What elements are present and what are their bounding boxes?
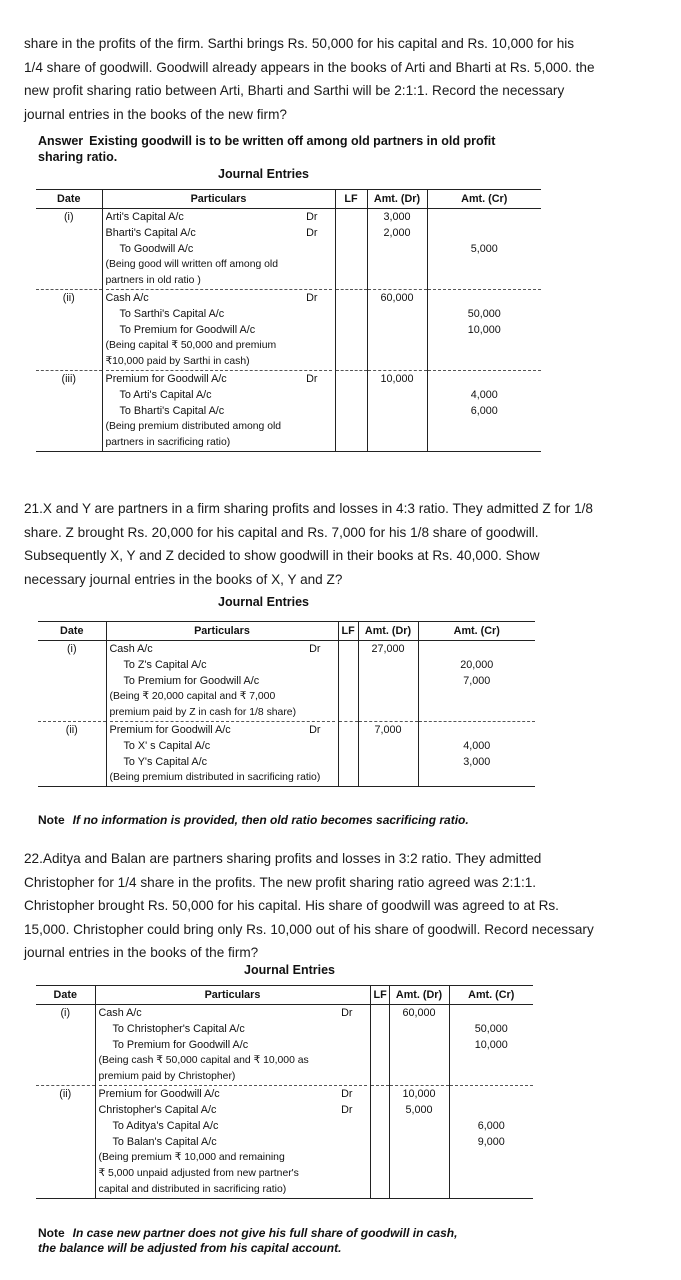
credit-amount: 6,000	[477, 1120, 505, 1132]
col-header-cr: Amt. (Cr)	[427, 190, 541, 209]
account-credit-line: To Premium for Goodwill A/c	[123, 675, 260, 687]
col-header-date: Date	[38, 622, 106, 641]
debit-amount	[390, 1182, 449, 1198]
entry-number: (ii)	[36, 1085, 95, 1102]
entry-number: (ii)	[38, 721, 106, 738]
credit-amount: 20,000	[460, 659, 494, 671]
account-credit-line: To Goodwill A/c	[119, 243, 194, 255]
credit-amount	[428, 338, 542, 354]
account-credit-line: To Y's Capital A/c	[123, 756, 207, 768]
account-debit-line	[99, 1005, 367, 1021]
question-21	[24, 497, 664, 591]
debit-amount	[390, 1069, 449, 1085]
debit-amount: 27,000	[371, 643, 405, 655]
note-1	[38, 813, 469, 828]
debit-amount: 7,000	[359, 721, 418, 738]
lf-cell	[371, 1005, 389, 1021]
debit-amount	[368, 387, 427, 403]
narration-line: partners in old ratio )	[105, 275, 201, 286]
journal-entry	[36, 209, 541, 290]
q21-line: necessary journal entries in the books of X, Y and Z?	[24, 571, 343, 587]
dr-marker: Dr	[306, 292, 318, 304]
debit-amount	[390, 1037, 449, 1053]
credit-amount	[450, 1005, 534, 1021]
credit-amount	[419, 721, 536, 738]
credit-amount	[419, 689, 536, 705]
lf-cell	[339, 689, 358, 705]
credit-amount	[428, 289, 542, 306]
entry-number: (i)	[60, 1007, 71, 1019]
lf-cell	[336, 306, 367, 322]
lf-cell	[336, 387, 367, 403]
note-text-2: the balance will be adjusted from his capital account.	[38, 1241, 342, 1255]
credit-amount	[428, 419, 542, 435]
intro-line: share in the profits of the firm. Sarthi brings Rs. 50,000 for his capital and Rs. 10,000 for his	[24, 36, 575, 51]
lf-cell	[336, 403, 367, 419]
credit-amount: 10,000	[474, 1039, 508, 1051]
account-credit-line: To Premium for Goodwill A/c	[112, 1039, 249, 1051]
account-credit-line: To Premium for Goodwill A/c	[119, 324, 256, 336]
account-debit-line	[106, 209, 332, 225]
entry-number: (iii)	[36, 370, 102, 387]
credit-amount	[428, 209, 542, 225]
credit-amount	[450, 1150, 534, 1166]
q22-line: 15,000. Christopher could bring only Rs. 10,000 out of his share of goodwill. Record necessary	[24, 921, 594, 937]
q21-line: share. Z brought Rs. 20,000 for his capital and Rs. 7,000 for his 1/8 share of goodwill.	[24, 524, 539, 540]
intro-paragraph	[24, 32, 664, 126]
dr-marker: Dr	[341, 1104, 353, 1116]
question-22	[24, 847, 664, 965]
lf-cell	[339, 770, 358, 786]
entry-number: (i)	[63, 211, 74, 223]
debit-amount	[368, 435, 427, 451]
credit-amount: 50,000	[467, 308, 501, 320]
journal-entry	[38, 641, 535, 722]
account-credit-line: To X' s Capital A/c	[123, 740, 211, 752]
credit-amount	[450, 1085, 534, 1102]
narration-line: (Being premium distributed in sacrificing ratio)	[109, 772, 321, 783]
account-debit-line	[106, 289, 332, 306]
col-header-cr: Amt. (Cr)	[418, 622, 535, 641]
narration-line: (Being premium ₹ 10,000 and remaining	[98, 1152, 285, 1163]
account-credit-line: To Aditya's Capital A/c	[112, 1120, 219, 1132]
lf-cell	[371, 1037, 389, 1053]
debit-amount	[368, 306, 427, 322]
debit-amount	[390, 1150, 449, 1166]
debit-amount: 60,000	[368, 289, 427, 306]
journal-entry	[36, 1085, 533, 1199]
account-debit-line	[99, 1102, 367, 1118]
debit-amount	[359, 689, 418, 705]
debit-amount	[368, 241, 427, 257]
narration-line: ₹10,000 paid by Sarthi in cash)	[105, 356, 250, 367]
lf-cell	[336, 354, 367, 370]
credit-amount: 10,000	[467, 324, 501, 336]
debit-amount	[359, 770, 418, 786]
answer-label: Answer	[38, 134, 84, 148]
intro-line: 1/4 share of goodwill. Goodwill already appears in the books of Arti and Bharti at Rs. 5,000. the	[24, 59, 595, 75]
credit-amount	[419, 705, 536, 721]
credit-amount: 3,000	[463, 756, 491, 768]
debit-amount	[368, 322, 427, 338]
lf-cell	[339, 754, 358, 770]
lf-cell	[371, 1118, 389, 1134]
credit-amount: 4,000	[463, 740, 491, 752]
intro-line: journal entries in the books of the new firm?	[24, 106, 287, 122]
col-header-lf: LF	[370, 986, 389, 1005]
account-debit-line	[106, 370, 332, 387]
lf-cell	[336, 273, 367, 289]
journal-title-1: Journal Entries	[218, 167, 309, 181]
answer-block	[38, 133, 495, 165]
credit-amount	[419, 770, 536, 786]
col-header-date: Date	[36, 986, 95, 1005]
credit-amount	[450, 1102, 534, 1118]
credit-amount: 4,000	[470, 389, 498, 401]
lf-cell	[339, 657, 358, 673]
journal-header-row	[36, 190, 541, 209]
account-name: Arti's Capital A/c	[105, 211, 184, 223]
lf-cell	[336, 225, 367, 241]
col-header-particulars: Particulars	[106, 622, 338, 641]
lf-cell	[339, 705, 358, 721]
credit-amount	[428, 370, 542, 387]
credit-amount: 50,000	[474, 1023, 508, 1035]
narration-line: (Being ₹ 20,000 capital and ₹ 7,000	[109, 691, 276, 702]
debit-amount: 3,000	[383, 211, 411, 223]
account-name: Cash A/c	[98, 1007, 142, 1019]
credit-amount	[428, 354, 542, 370]
col-header-particulars: Particulars	[102, 190, 335, 209]
lf-cell	[371, 1150, 389, 1166]
lf-cell	[371, 1021, 389, 1037]
journal-entry	[36, 289, 541, 370]
narration-line: (Being capital ₹ 50,000 and premium	[105, 340, 277, 351]
entry-number: (ii)	[36, 289, 102, 306]
account-debit-line	[110, 641, 335, 657]
journal-header-row	[38, 622, 535, 641]
debit-amount: 10,000	[390, 1085, 449, 1102]
q22-line: journal entries in the books of the firm?	[24, 945, 259, 960]
account-name: Christopher's Capital A/c	[98, 1104, 217, 1116]
narration-line: (Being good will written off among old	[105, 259, 279, 270]
account-name: Bharti's Capital A/c	[105, 227, 196, 239]
lf-cell	[371, 1053, 389, 1069]
credit-amount	[428, 273, 542, 289]
col-header-lf: LF	[335, 190, 367, 209]
lf-cell	[339, 641, 358, 657]
note-label: Note	[38, 813, 65, 827]
note-text: If no information is provided, then old ratio becomes sacrificing ratio.	[72, 813, 469, 827]
account-debit-line	[106, 225, 332, 241]
dr-marker: Dr	[309, 643, 321, 655]
debit-amount	[390, 1053, 449, 1069]
col-header-dr: Amt. (Dr)	[389, 986, 449, 1005]
q21-line: Subsequently X, Y and Z decided to show goodwill in their books at Rs. 40,000. Show	[24, 548, 540, 563]
dr-marker: Dr	[306, 373, 318, 385]
intro-line: new profit sharing ratio between Arti, Bharti and Sarthi will be 2:1:1. Record the necessary	[24, 83, 565, 98]
entry-number: (i)	[66, 643, 77, 655]
debit-amount: 2,000	[383, 227, 411, 239]
credit-amount	[419, 641, 536, 657]
narration-line: (Being premium distributed among old	[105, 421, 282, 432]
lf-cell	[336, 209, 367, 225]
debit-amount	[368, 419, 427, 435]
debit-amount	[390, 1166, 449, 1182]
q22-line: Christopher brought Rs. 50,000 for his capital. His share of goodwill was agreed to at Rs.	[24, 898, 559, 913]
journal-table-1	[36, 189, 541, 452]
credit-amount	[450, 1182, 534, 1198]
credit-amount: 5,000	[470, 243, 498, 255]
account-credit-line: To Z's Capital A/c	[123, 659, 207, 671]
account-credit-line: To Sarthi's Capital A/c	[119, 308, 225, 320]
col-header-particulars: Particulars	[95, 986, 370, 1005]
account-debit-line	[110, 721, 335, 738]
account-credit-line: To Arti's Capital A/c	[119, 389, 212, 401]
q21-line: 21.X and Y are partners in a firm sharing profits and losses in 4:3 ratio. They admitted Z for 1/8	[24, 501, 593, 516]
account-name: Premium for Goodwill A/c	[105, 373, 227, 385]
account-credit-line: To Bharti's Capital A/c	[119, 405, 225, 417]
lf-cell	[339, 673, 358, 689]
dr-marker: Dr	[341, 1088, 353, 1100]
lf-cell	[371, 1085, 389, 1102]
lf-cell	[336, 419, 367, 435]
q22-line: Christopher for 1/4 share in the profits. The new profit sharing ratio agreed was 2:1:1.	[24, 874, 537, 890]
debit-amount	[368, 354, 427, 370]
narration-line: partners in sacrificing ratio)	[105, 437, 231, 448]
lf-cell	[336, 322, 367, 338]
answer-text-2: sharing ratio.	[38, 150, 118, 164]
narration-line: ₹ 5,000 unpaid adjusted from new partner's	[98, 1168, 299, 1179]
account-name: Premium for Goodwill A/c	[98, 1088, 220, 1100]
account-credit-line: To Christopher's Capital A/c	[112, 1023, 245, 1035]
narration-line: (Being cash ₹ 50,000 capital and ₹ 10,000 as	[98, 1055, 309, 1066]
journal-table-3	[36, 985, 533, 1199]
debit-amount	[390, 1021, 449, 1037]
debit-amount	[359, 738, 418, 754]
journal-entry	[38, 721, 535, 787]
journal-header-row	[36, 986, 533, 1005]
col-header-dr: Amt. (Dr)	[358, 622, 418, 641]
debit-amount	[368, 273, 427, 289]
debit-amount	[359, 657, 418, 673]
debit-amount: 5,000	[405, 1104, 433, 1116]
dr-marker: Dr	[309, 724, 321, 736]
debit-amount	[368, 257, 427, 273]
credit-amount	[428, 435, 542, 451]
answer-text: Existing goodwill is to be written off among old partners in old profit	[89, 134, 496, 148]
lf-cell	[336, 289, 367, 306]
credit-amount: 7,000	[463, 675, 491, 687]
note-label: Note	[38, 1226, 65, 1240]
lf-cell	[371, 1182, 389, 1198]
lf-cell	[371, 1134, 389, 1150]
credit-amount: 6,000	[470, 405, 498, 417]
lf-cell	[339, 738, 358, 754]
debit-amount	[368, 403, 427, 419]
journal-entry	[36, 1005, 533, 1086]
journal-title-2: Journal Entries	[218, 595, 309, 609]
narration-line: premium paid by Christopher)	[98, 1071, 236, 1082]
account-name: Cash A/c	[105, 292, 149, 304]
dr-marker: Dr	[306, 227, 318, 239]
account-debit-line	[99, 1085, 367, 1102]
debit-amount	[359, 705, 418, 721]
journal-title-3: Journal Entries	[244, 963, 335, 977]
account-name: Premium for Goodwill A/c	[109, 724, 231, 736]
account-name: Cash A/c	[109, 643, 153, 655]
lf-cell	[339, 721, 358, 738]
credit-amount	[428, 225, 542, 241]
debit-amount	[390, 1118, 449, 1134]
debit-amount	[368, 338, 427, 354]
credit-amount: 9,000	[477, 1136, 505, 1148]
narration-line: capital and distributed in sacrificing ratio)	[98, 1184, 287, 1195]
lf-cell	[371, 1102, 389, 1118]
debit-amount	[390, 1134, 449, 1150]
credit-amount	[450, 1069, 534, 1085]
col-header-cr: Amt. (Cr)	[449, 986, 533, 1005]
lf-cell	[336, 257, 367, 273]
credit-amount	[450, 1053, 534, 1069]
lf-cell	[336, 370, 367, 387]
dr-marker: Dr	[306, 211, 318, 223]
narration-line: premium paid by Z in cash for 1/8 share)	[109, 707, 297, 718]
credit-amount	[428, 257, 542, 273]
lf-cell	[336, 241, 367, 257]
debit-amount: 60,000	[402, 1007, 436, 1019]
lf-cell	[371, 1166, 389, 1182]
col-header-dr: Amt. (Dr)	[367, 190, 427, 209]
journal-entry	[36, 370, 541, 452]
lf-cell	[336, 435, 367, 451]
credit-amount	[450, 1166, 534, 1182]
q22-line: 22.Aditya and Balan are partners sharing profits and losses in 3:2 ratio. They admitted	[24, 851, 542, 866]
journal-table-2	[38, 621, 535, 787]
lf-cell	[336, 338, 367, 354]
col-header-date: Date	[36, 190, 102, 209]
debit-amount	[359, 754, 418, 770]
account-credit-line: To Balan's Capital A/c	[112, 1136, 217, 1148]
dr-marker: Dr	[341, 1007, 353, 1019]
note-2	[38, 1226, 457, 1256]
debit-amount	[359, 673, 418, 689]
col-header-lf: LF	[338, 622, 358, 641]
debit-amount: 10,000	[368, 370, 427, 387]
lf-cell	[371, 1069, 389, 1085]
note-text: In case new partner does not give his full share of goodwill in cash,	[72, 1226, 458, 1240]
